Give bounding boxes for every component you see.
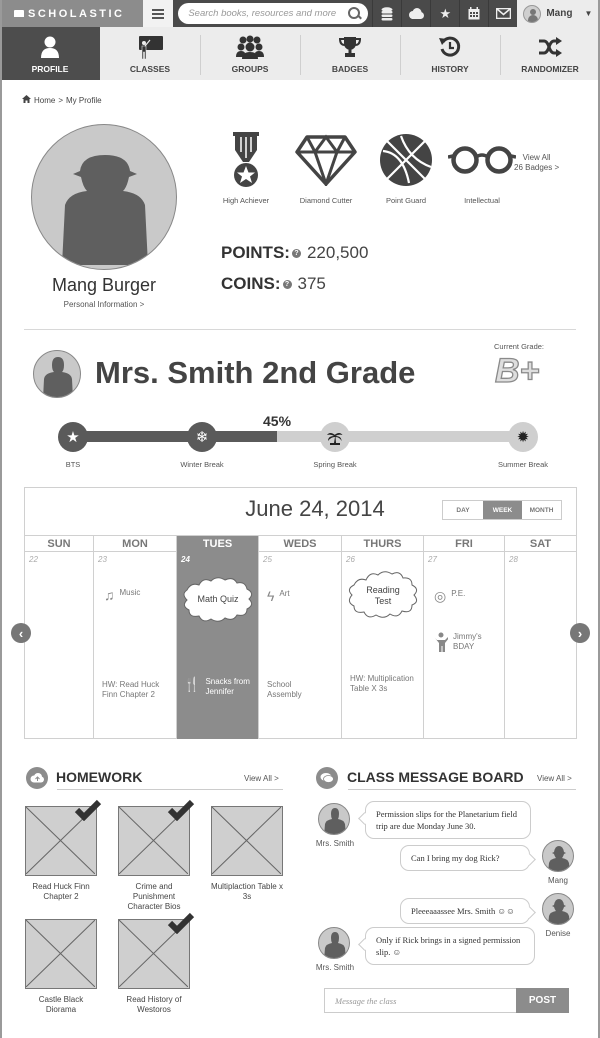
cloud-icon[interactable] [401, 0, 430, 27]
homework-title: HOMEWORK [56, 769, 143, 785]
progress-fill [73, 431, 277, 442]
breadcrumb-home-link[interactable]: Home [34, 95, 56, 105]
calendar-event[interactable]: 🍴 Snacks from Jennifer [183, 676, 250, 696]
view-day-button[interactable]: DAY [456, 506, 470, 514]
day-column-tues[interactable]: TUES 24 Math Quiz 🍴 Snacks from Jennifer [176, 536, 258, 739]
profile-name: Mang Burger [51, 275, 157, 295]
current-grade: B+ [495, 352, 540, 390]
search-input[interactable] [188, 8, 348, 19]
breadcrumb: Home > My Profile [22, 95, 102, 105]
person-icon [40, 34, 60, 60]
lightning-icon: ϟ [267, 588, 275, 604]
medal-icon [231, 130, 261, 190]
week-calendar [24, 487, 577, 739]
homework-item[interactable]: Read Huck Finn Chapter 2 [25, 806, 97, 902]
messages-view-all-link[interactable]: View All > [537, 774, 572, 783]
homework-item[interactable]: Castle Black Diorama [25, 919, 97, 1015]
star-icon: ★ [66, 429, 80, 446]
checkmark-icon [167, 799, 195, 821]
message-board-title: CLASS MESSAGE BOARD [347, 769, 524, 785]
message-bubble: Only if Rick brings in a signed permission slip. ☺ [365, 927, 535, 965]
message-input[interactable] [324, 988, 516, 1013]
previous-week-button[interactable] [11, 623, 31, 643]
milestone-winter-break [187, 422, 217, 452]
class-title: Mrs. Smith 2nd Grade [95, 355, 416, 390]
event-burst-math-quiz[interactable]: Math Quiz [179, 576, 257, 622]
calendar-grid [25, 535, 576, 739]
message-bubble: Permission slips for the Planetarium field trip are due Monday June 30. [365, 801, 531, 839]
nav-tab-groups[interactable]: GROUPS [200, 27, 300, 80]
home-icon [22, 95, 31, 105]
avatar-mang [542, 840, 574, 872]
day-column-fri[interactable]: FRI 27 ◎ P.E. Jimmy's BDAY [423, 536, 504, 739]
mail-icon[interactable] [488, 0, 517, 27]
day-column-mon[interactable]: MON 23 ♫ Music HW: Read Huck Finn Chapter 2 [93, 536, 176, 739]
menu-button[interactable] [143, 0, 173, 27]
homework-item[interactable]: Read History of Westoros [118, 919, 190, 1015]
snowflake-icon: ❄ [195, 429, 209, 446]
day-column-sun[interactable]: SUN 22 [25, 536, 93, 739]
homework-item[interactable]: Multiplaction Table x 3s [211, 806, 283, 902]
book-icon [14, 10, 24, 17]
avatar-mrs-smith [318, 803, 350, 835]
history-icon [439, 34, 461, 60]
calendar-event[interactable]: Jimmy's BDAY [434, 632, 500, 654]
calendar-event[interactable]: HW: Multiplication Table X 3s [350, 674, 414, 693]
milestone-spring-break [320, 422, 350, 452]
palm-tree-icon [327, 429, 343, 445]
view-all-badges-link[interactable]: View All 26 Badges > [514, 153, 560, 172]
nav-tab-history[interactable]: HISTORY [400, 27, 500, 80]
cloud-upload-icon [26, 767, 48, 789]
search-box [178, 3, 368, 24]
main-nav [0, 27, 600, 80]
calendar-event[interactable]: ◎ P.E. [434, 588, 466, 604]
chat-icon [316, 767, 338, 789]
shuffle-icon [538, 34, 562, 60]
nav-tab-badges[interactable]: BADGES [300, 27, 400, 80]
next-week-button[interactable] [570, 623, 590, 643]
badge-list [210, 130, 518, 205]
homework-view-all-link[interactable]: View All > [244, 774, 279, 783]
chevron-down-icon: ▼ [584, 9, 593, 18]
nav-tab-profile[interactable]: PROFILE [0, 27, 100, 80]
top-icon-group [372, 0, 517, 27]
database-icon[interactable] [372, 0, 401, 27]
badge-high-achiever[interactable]: High Achiever [210, 130, 282, 205]
homework-item[interactable]: Crime and Punishment Character Bios [118, 806, 190, 912]
milestone-bts [58, 422, 88, 452]
basketball-icon [379, 130, 433, 190]
calendar-event[interactable]: ϟ Art [267, 588, 290, 604]
user-menu[interactable] [517, 0, 600, 27]
checkmark-icon [74, 799, 102, 821]
teacher-board-icon [136, 34, 164, 60]
nav-tab-randomizer[interactable]: RANDOMIZER [500, 27, 600, 80]
person-icon [434, 632, 448, 654]
image-placeholder [118, 806, 190, 876]
badge-point-guard[interactable]: Point Guard [370, 130, 442, 205]
avatar-denise [542, 893, 574, 925]
calendar-view-toggle [442, 500, 562, 520]
coins-stat: COINS: ? 375 [221, 274, 326, 293]
search-icon[interactable] [348, 7, 362, 21]
checkmark-icon [167, 912, 195, 934]
day-column-thurs[interactable]: THURS 26 Reading Test HW: Multiplication Table X 3s [341, 536, 423, 739]
basketball-icon: ◎ [434, 588, 447, 604]
help-icon[interactable]: ? [283, 280, 292, 289]
scholastic-logo[interactable]: SCHOLASTIC [0, 0, 143, 27]
day-column-weds[interactable]: WEDS 25 ϟ Art School Assembly [258, 536, 341, 739]
diamond-icon [295, 130, 357, 190]
help-icon[interactable]: ? [292, 249, 301, 258]
progress-percent: 45% [263, 413, 292, 429]
chevron-right-icon: › [577, 625, 583, 641]
day-column-sat[interactable]: SAT 28 [504, 536, 576, 739]
nav-tab-classes[interactable]: CLASSES [100, 27, 200, 80]
calendar-event[interactable]: School Assembly [267, 680, 302, 699]
message-bubble: Pleeeaaassee Mrs. Smith ☺☺ [400, 898, 530, 924]
group-icon [236, 34, 264, 60]
image-placeholder [25, 919, 97, 989]
music-icon: ♫ [104, 587, 115, 603]
sun-icon: ✹ [516, 429, 530, 446]
user-name: Mang [546, 8, 573, 19]
image-placeholder [118, 919, 190, 989]
calendar-event[interactable]: HW: Read Huck Finn Chapter 2 [102, 680, 160, 699]
profile-avatar[interactable] [31, 124, 177, 270]
view-month-button[interactable]: MONTH [529, 506, 554, 514]
glasses-icon [448, 130, 516, 190]
view-week-button[interactable]: WEEK [483, 501, 522, 519]
badge-diamond-cutter[interactable]: Diamond Cutter [290, 130, 362, 205]
calendar-event[interactable]: ♫ Music [104, 587, 141, 603]
section-divider [24, 329, 576, 330]
utensils-icon: 🍴 [183, 676, 201, 692]
personal-information-link[interactable]: Personal Information > [63, 300, 145, 309]
event-burst-reading-test[interactable]: Reading Test [346, 570, 420, 622]
image-placeholder [211, 806, 283, 876]
calendar-icon[interactable] [459, 0, 488, 27]
post-button[interactable]: POST [516, 988, 569, 1013]
calendar-date: June 24, 2014 [245, 496, 385, 521]
image-placeholder [25, 806, 97, 876]
avatar-mrs-smith [318, 927, 350, 959]
chevron-left-icon: ‹ [18, 625, 24, 641]
user-avatar [523, 5, 541, 23]
points-stat: POINTS: ? 220,500 [221, 243, 369, 262]
milestone-summer-break [508, 422, 538, 452]
breadcrumb-current: My Profile [66, 95, 102, 105]
star-icon[interactable]: ★ [430, 0, 459, 27]
badge-intellectual[interactable]: Intellectual [446, 130, 518, 205]
points-value: 220,500 [306, 243, 369, 262]
trophy-icon [339, 34, 361, 60]
coins-value: 375 [297, 274, 326, 293]
class-avatar [33, 350, 81, 398]
message-bubble: Can I bring my dog Rick? [400, 845, 530, 871]
top-bar [0, 0, 600, 27]
